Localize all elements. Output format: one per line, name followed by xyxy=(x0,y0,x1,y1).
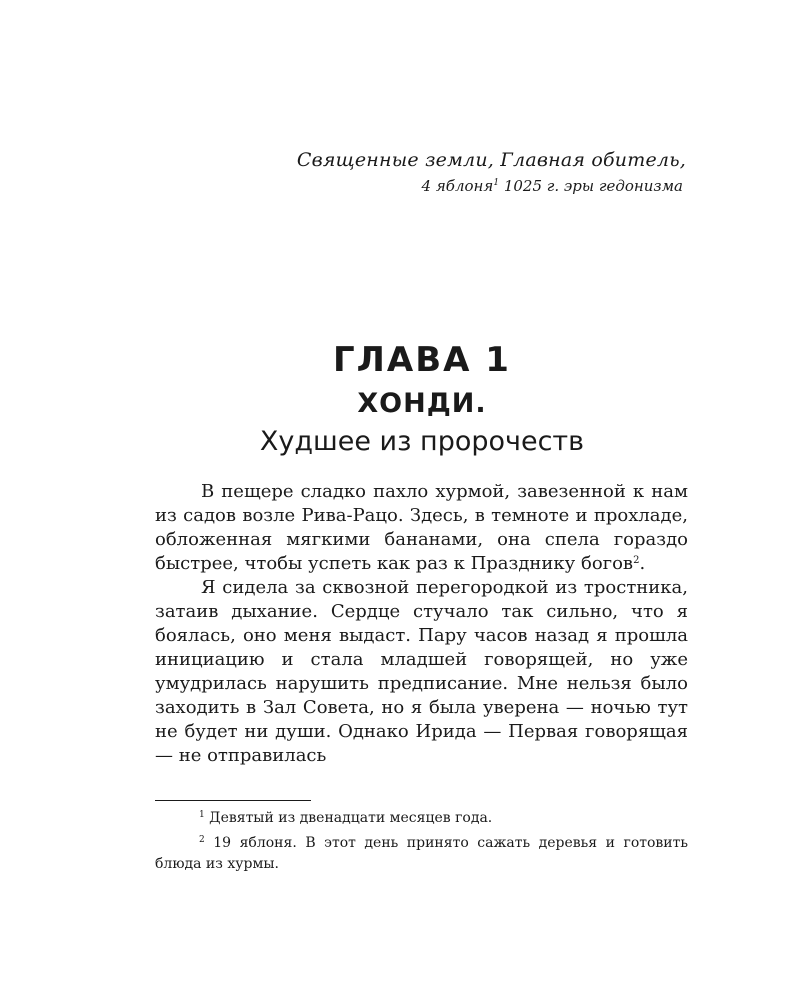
footnote-divider xyxy=(155,800,311,801)
body-text xyxy=(155,480,688,768)
footnotes xyxy=(155,808,688,879)
paragraph-1-text: В пещере сладко пахло хурмой, завезенной к нам из садов возле Рива-Рацо. Здесь, в темноте и прохладе, обложенная мягкими бананами, она спела гораздо быстрее, чтобы успеть как раз к Празднику богов xyxy=(155,481,688,574)
chapter-number: ГЛАВА 1 xyxy=(333,340,511,380)
chapter-subtitle: Худшее из пророчеств xyxy=(259,426,585,457)
epigraph-date-start: 4 яблоня xyxy=(421,177,494,195)
epigraph-date-end: 1025 г. эры гедонизма xyxy=(499,177,683,195)
footnote-number: 1 xyxy=(199,810,205,820)
footnote-number: 2 xyxy=(199,835,205,845)
footnote-ref-2[interactable]: 2 xyxy=(633,555,640,566)
chapter-title: ХОНДИ. xyxy=(357,388,487,419)
footnote-text: Девятый из двенадцати месяцев года. xyxy=(204,810,493,826)
footnote xyxy=(155,808,688,829)
footnote-text: 19 яблоня. В этот день принято сажать деревья и готовить блюда из хурмы. xyxy=(155,835,688,872)
footnote-ref-1[interactable]: 1 xyxy=(493,178,500,188)
epigraph-date xyxy=(297,174,683,198)
epigraph-location: Священные земли, Главная обитель, xyxy=(296,149,686,171)
paragraph xyxy=(155,480,688,576)
paragraph: Я сидела за сквозной перегородкой из тростника, затаив дыхание. Сердце стучало так сильно, что я боялась, оно меня выдаст. Пару часов назад я прошла инициацию и стала младшей говорящей, но уже умудрилась нарушить предписание. Мне нельзя было заходить в Зал Совета, но я была уверена — ночью тут не будет ни души. Однако Ирида — Первая говорящая — не отправилась xyxy=(155,577,688,766)
paragraph-1-end: . xyxy=(639,553,646,574)
footnote xyxy=(155,833,688,875)
epigraph xyxy=(297,146,686,198)
